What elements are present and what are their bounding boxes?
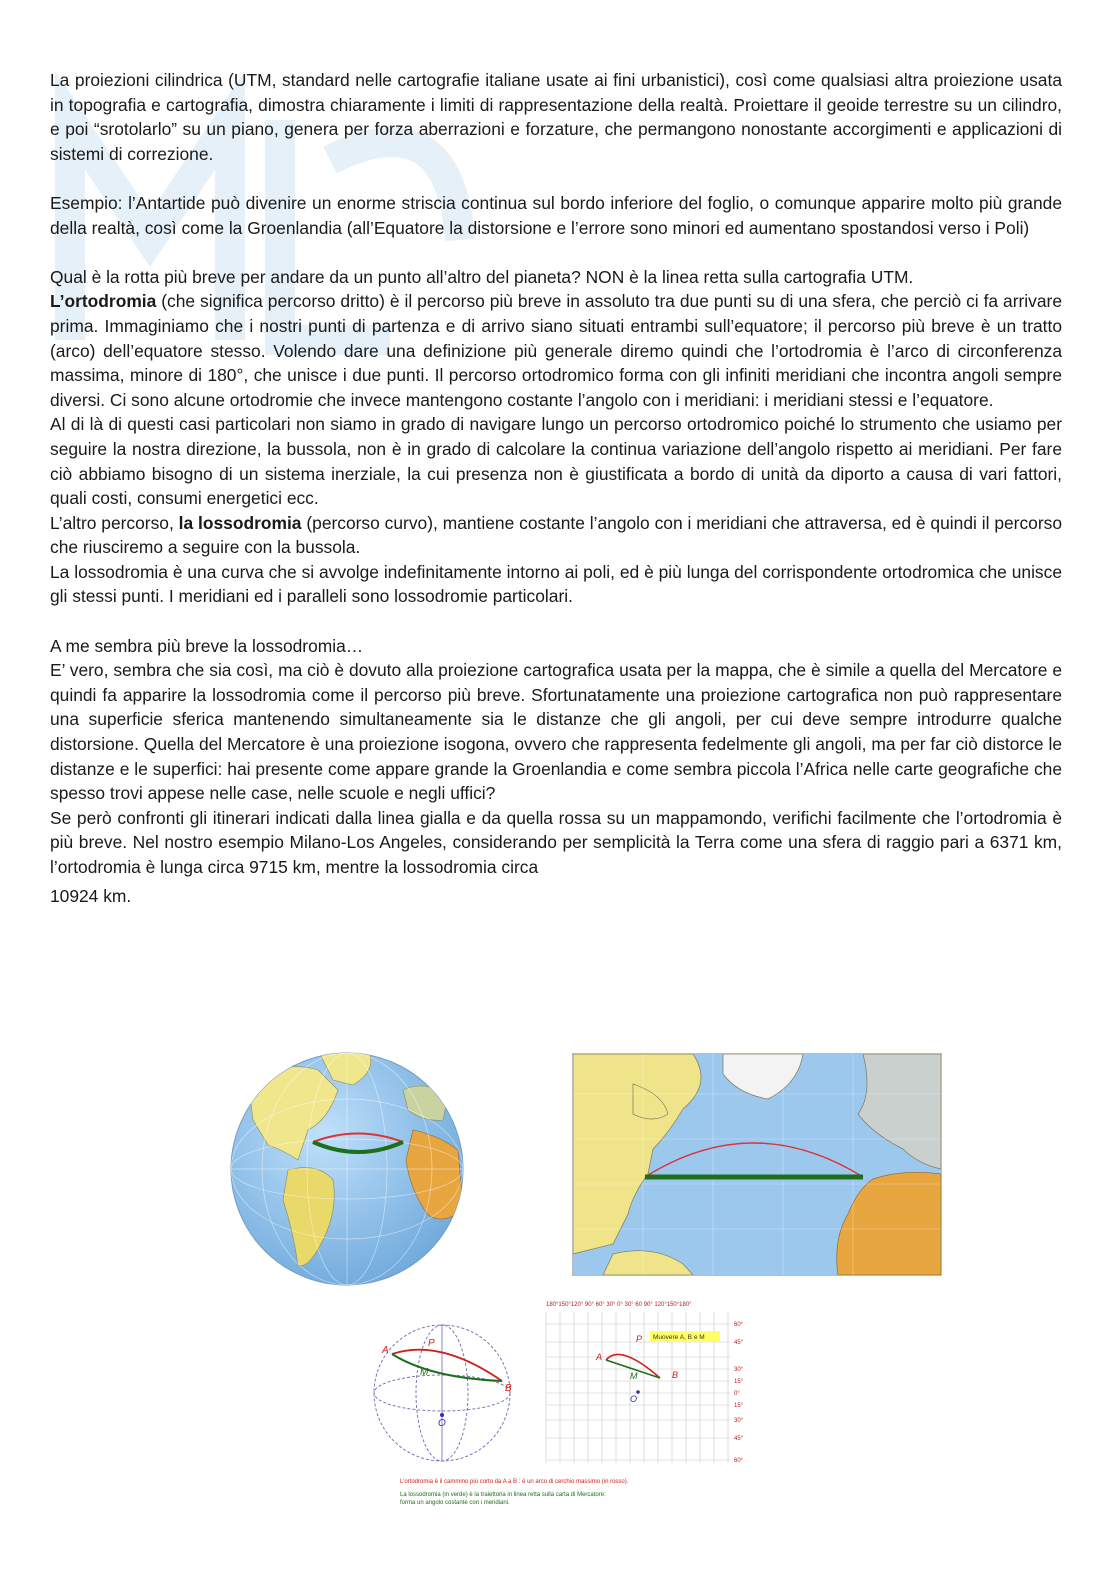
ortho-loxo-diagram [360,1298,755,1523]
grid-label-b: B [672,1370,679,1380]
term-ortodromia: L’ortodromia [50,291,157,312]
mercator-map-figure [572,1053,942,1276]
caption-orthodrome: L’ortodromia è il cammino più corto da A a B : è un arco di cerchio massimo (in rosso). [400,1479,629,1485]
paragraph: L’altro percorso, la lossodromia (percorso curvo), mantiene costante l’angolo con i meridiani che attraversa, ed è quindi il percorso che riusciremo a seguire con la bussola. [50,512,1063,558]
paragraph: La proiezioni cilindrica (UTM, standard nelle cartografie italiane usate ai fini urbanistici), così come qualsiasi altra proiezione usata in topografia e cartografia, dimostra chiaramente i limiti di rappresentazione della realtà. Proiettare il geoide terrestre su un cilindro, e poi “srotolarlo” su un piano, genera per forza aberrazioni e forzature, che permangono nonostante accorgimenti e applicazioni di sistemi di correzione. [50,70,1062,164]
globe-figure [228,1050,466,1288]
sphere-label-b: B [505,1383,512,1394]
lat-label: 0° [734,1391,740,1397]
paragraph: E’ vero, sembra che sia così, ma ciò è dovuto alla proiezione cartografica usata per la mappa, che è simile a quella del Mercatore e quindi fa apparire la lossodromia come il percorso più breve. Sfortunatamente una proiezione cartografica non può rappresentare una superficie sferica mantenendo simultaneamente sia le distanze che gli angoli, per cui deve sempre introdurre qualche distorsione. Quella del Mercatore è una proiezione isogona, ovvero che rappresenta fedelmente gli angoli, ma per far ciò distorce le distanze e le superfici: hai presente come appare grande la Groenlandia e come sembra piccola l’Africa nelle carte geografiche che spesso trovi appese nelle case, nelle scuole e negli uffici? [50,660,1062,804]
sphere-label-a: A [382,1345,389,1356]
paragraph: Se però confronti gli itinerari indicati dalla linea gialla e da quella rossa su un mappamondo, verifichi facilmente che l’ortodromia è più breve. Nel nostro esempio Milano-Los Angeles, considerando per semplicità la Terra come una sfera di raggio pari a 6371 km, l’ortodromia è lunga circa 9715 km, mentre la lossodromia circa [50,807,1062,877]
sphere-label-m: M [420,1367,429,1378]
lat-label: 30° [734,1367,744,1373]
grid-label-o: O [630,1394,638,1404]
paragraph: A me sembra più breve la lossodromia… [50,635,364,656]
lat-label: 15° [734,1379,744,1385]
term-lossodromia: la lossodromia [178,512,302,533]
lat-label: 30° [734,1418,744,1424]
paragraph-last-line: 10924 km. [50,885,132,906]
paragraph: Esempio: l’Antartide può divenire un enorme striscia continua sul bordo inferiore del foglio, o comunque apparire molto più grande della realtà, così come la Groenlandia (all’Equatore la distorsione e l’errore sono minori ed aumentano spostandosi verso i Poli) [50,192,1062,238]
lat-label: 60° [734,1322,744,1328]
move-points-label: Muovere A, B e M [653,1334,705,1341]
grid-label-a: A [596,1352,603,1362]
paragraph: Qual è la rotta più breve per andare da un punto all’altro del pianeta? NON è la linea retta sulla cartografia UTM. [50,266,914,287]
grid-label-m: M [630,1371,638,1381]
paragraph: Al di là di questi casi particolari non siamo in grado di navigare lungo un percorso ortodromico poiché lo strumento che usiamo per seguire la nostra direzione, la bussola, non è in grado di calcolare la continua variazione dell’angolo rispetto ai meridiani. Per fare ciò abbiamo bisogno di un sistema inerziale, la cui presenza non è giustificata a bordo di unità da diporto a causa di vari fattori, quali costi, consumi energetici ecc. [50,414,1062,509]
sphere-label-o: O [438,1418,446,1429]
body-text [50,68,1062,912]
grid-label-p: P [636,1334,643,1344]
lat-label: 15° [734,1403,744,1409]
caption-loxodrome-1: La lossodromia (in verde) è la traiettoria in linea retta sulla carta di Mercatore: [400,1492,606,1498]
sphere-label-p: P [428,1338,435,1349]
caption-loxodrome-2: forma un angolo costante con i meridiani. [400,1500,510,1506]
lat-label: 45° [734,1340,744,1346]
grid-top-scale: 180°150°120° 90° 60° 30° 0° 30° 60 90° 120°150°180° [546,1302,692,1308]
lat-label: 60° [734,1458,744,1464]
paragraph: L’ortodromia (che significa percorso dritto) è il percorso più breve in assoluto tra due punti su di una sfera, che perciò ci fa arrivare prima. Immaginiamo che i nostri punti di partenza e di arrivo siano situati entrambi sull’equatore; il percorso più breve è un tratto (arco) dell’equatore stesso. Volendo dare una definizione più generale diremo quindi che l’ortodromia è l’arco di circonferenza massima, minore di 180°, che unisce i due punti. Il percorso ortodromico forma con gli infiniti meridiani che incontra angoli sempre diversi. Ci sono alcune ortodromie che invece mantengono costante l’angolo con i meridiani: i meridiani stessi e l’equatore. [50,291,1062,410]
lat-label: 45° [734,1436,744,1442]
paragraph: La lossodromia è una curva che si avvolge indefinitamente intorno ai poli, ed è più lunga del corrispondente ortodromica che unisce gli stessi punti. I meridiani ed i paralleli sono lossodromie particolari. [50,561,1062,607]
